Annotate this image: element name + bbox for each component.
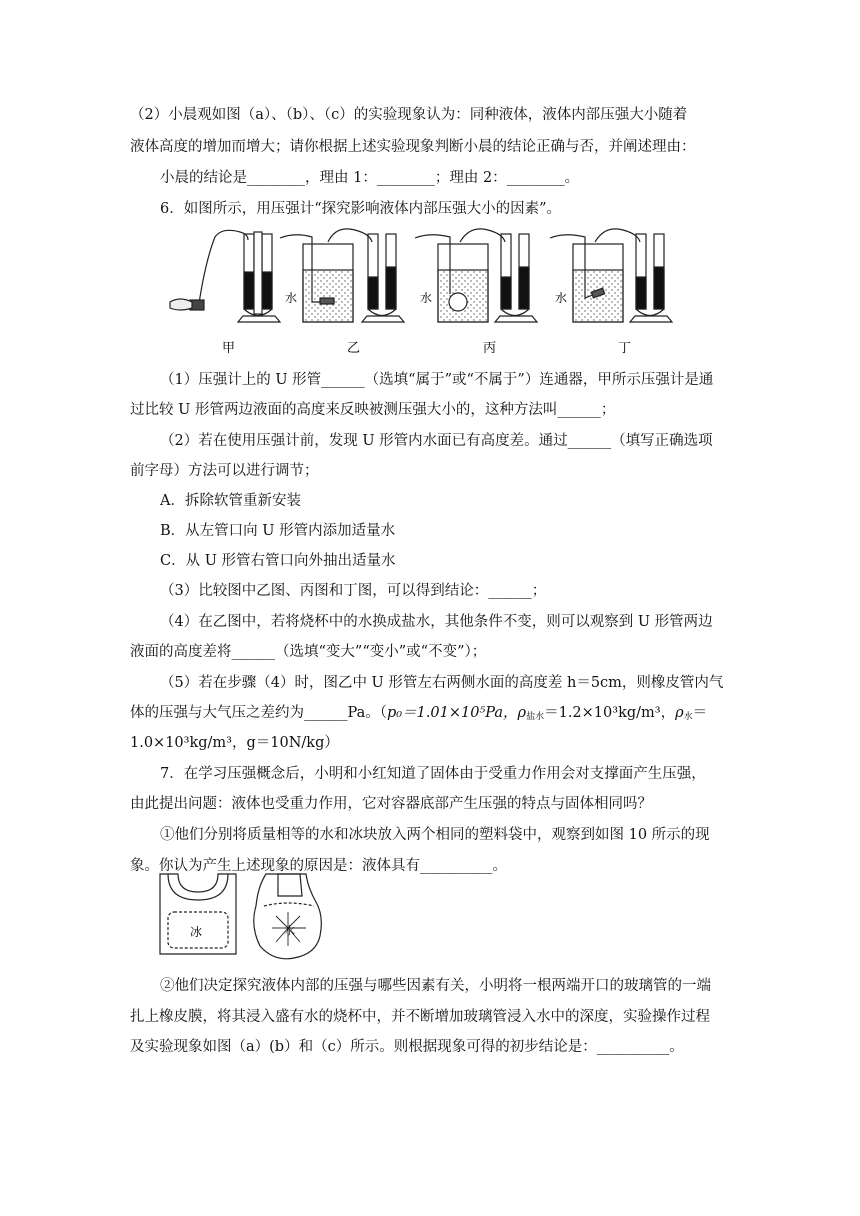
text-segment: ＝ <box>692 705 708 721</box>
text-line: （1）压强计上的 U 形管______（选填“属于”或“不属于”）连通器，甲所示压强计是通 <box>160 372 714 388</box>
water-subscript: 水 <box>683 712 693 722</box>
text-line: （2）若在使用压强计前，发现 U 形管内水面已有高度差。通过______（填写正确选项 <box>160 433 713 449</box>
text-line: （5）若在步骤（4）时，图乙中 U 形管左右两侧水面的高度差 h＝5cm，则橡皮管内气 <box>160 675 724 691</box>
text-line: 过比较 U 形管两边液面的高度来反映被测压强大小的，这种方法叫______； <box>130 402 616 418</box>
option-c: C．从 U 形管右管口向外抽出适量水 <box>160 553 396 569</box>
option-b: B．从左管口向 U 形管内添加适量水 <box>160 523 396 539</box>
text-line: （3）比较图中乙图、丙图和丁图，可以得到结论：______； <box>160 583 547 599</box>
text-line: 扎上橡皮膜，将其浸入盛有水的烧杯中，并不断增加玻璃管浸入水中的深度，实验操作过程 <box>130 1009 710 1025</box>
text-line: （2）小晨观如图（a）、（b）、（c）的实验现象认为：同种液体，液体内部压强大小随着 <box>130 107 688 123</box>
text-line: 及实验现象如图（a）(b）和（c）所示。则根据现象可得的初步结论是：__________。 <box>130 1039 684 1055</box>
caption-ding: 丁 <box>618 341 632 356</box>
caption-yi: 乙 <box>347 341 361 356</box>
text-line: 液体高度的增加而增大；请你根据上述实验现象判断小晨的结论正确与否，并阐述理由： <box>130 139 696 155</box>
water-label: 水 <box>284 924 295 937</box>
rho-symbol: ρ <box>517 705 527 721</box>
rho-symbol: ρ <box>675 705 684 721</box>
water-label: 水 <box>420 291 433 305</box>
caption-jia: 甲 <box>222 341 236 356</box>
figure-6-pressure-gauges <box>160 222 705 362</box>
ice-label: 冰 <box>190 925 203 939</box>
text-line: 1.0×10³kg/m³，g＝10N/kg） <box>130 735 339 751</box>
option-a: A．拆除软管重新安装 <box>160 493 301 509</box>
question-6-stem: 6．如图所示，用压强计“探究影响液体内部压强大小的因素”。 <box>160 201 562 217</box>
text-line: 液面的高度差将______（选填“变大”“变小”或“不变”）； <box>130 644 487 660</box>
text-line: 小晨的结论是________，理由 1：________；理由 2：________。 <box>160 170 580 186</box>
water-label: 水 <box>285 291 298 305</box>
text-line: ②他们决定探究液体内部的压强与哪些因素有关，小明将一根两端开口的玻璃管的一端 <box>160 978 711 994</box>
text-line: 由此提出问题：液体也受重力作用，它对容器底部产生压强的特点与固体相同吗？ <box>130 796 652 812</box>
caption-bing: 丙 <box>483 341 497 356</box>
text-segment: ＝1.2×10³kg/m³， <box>544 705 676 721</box>
question-7-stem: 7．在学习压强概念后，小明和小红知道了固体由于受重力作用会对支撑面产生压强， <box>160 766 706 782</box>
text-line <box>130 703 707 727</box>
salt-water-subscript: 盐水 <box>526 712 545 722</box>
figure-7-bags <box>158 866 328 966</box>
text-segment: 体的压强与大气压之差约为______Pa。（ <box>130 705 387 721</box>
text-line: 象。你认为产生上述现象的原因是：液体具有__________。 <box>130 858 507 874</box>
text-line: （4）在乙图中，若将烧杯中的水换成盐水，其他条件不变，则可以观察到 U 形管两边 <box>160 614 713 630</box>
text-line: 前字母）方法可以进行调节； <box>130 463 319 479</box>
text-line: ①他们分别将质量相等的水和冰块放入两个相同的塑料袋中，观察到如图 10 所示的现 <box>160 827 710 843</box>
water-label: 水 <box>555 291 568 305</box>
p0-value: p₀＝1.01×10⁵Pa， <box>387 705 518 721</box>
